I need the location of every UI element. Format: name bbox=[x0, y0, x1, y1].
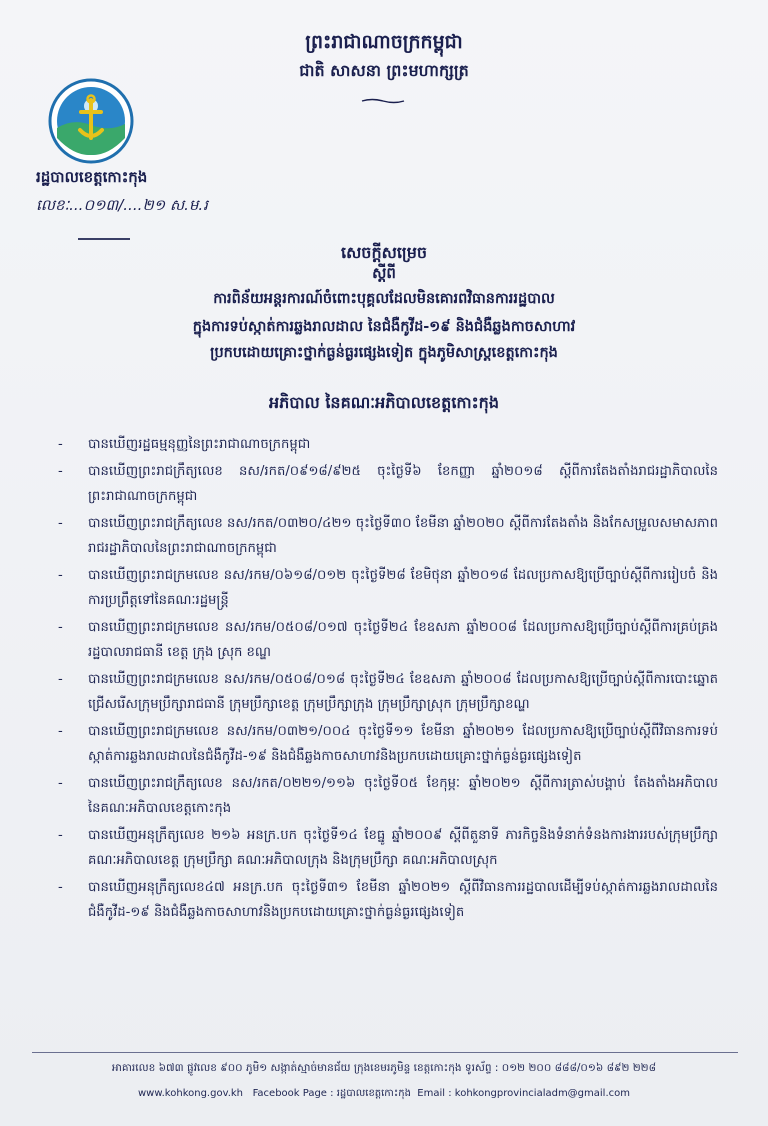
facebook-label: Facebook Page : bbox=[252, 1088, 334, 1099]
email-label: Email : bbox=[417, 1088, 452, 1099]
website-link[interactable]: www.kohkong.gov.kh bbox=[138, 1088, 244, 1099]
facebook-value: រដ្ឋបាលខេត្តកោះកុង bbox=[336, 1088, 411, 1099]
national-motto: ជាតិ សាសនា ព្រះមហាក្សត្រ bbox=[299, 61, 469, 80]
footer-divider bbox=[32, 1052, 738, 1053]
provincial-seal-logo bbox=[48, 78, 134, 164]
legal-basis-list bbox=[58, 432, 718, 927]
list-item: - បានឃើញអនុក្រឹត្យលេខ៤៧ អនក្រ.បក ចុះថ្ងៃទី៣១ ខែមីនា ឆ្នាំ២០២១ ស្ដីពីវិធានការរដ្ឋបាលដើម្បីទប់ស្កាត់ការឆ្លងរាលដាលនៃជំងឺកូវីដ-១៩ និងជំងឺឆ្លងកាចសាហាវនិងប្រកបដោយគ្រោះថ្នាក់ធ្ងន់ធ្ងរផ្សេងទៀត bbox=[58, 880, 718, 920]
list-item: - បានឃើញព្រះរាជក្រឹត្យលេខ នស/រកត/០៩១៨/៩២៥ ចុះថ្ងៃទី៦ ខែកញ្ញា ឆ្នាំ២០១៨ ស្ដីពីការតែងតាំងរាជរដ្ឋាភិបាលនៃព្រះរាជាណាចក្រកម្ពុជា bbox=[58, 464, 718, 504]
reference-number: លេខៈ...០១៣/....២១ ស.ម.រ bbox=[36, 196, 208, 214]
decision-title: សេចក្ដីសម្រេច bbox=[340, 243, 427, 262]
list-item: - បានឃើញព្រះរាជក្រមលេខ នស/រកម/០៣២១/០០៤ ចុះថ្ងៃទី១១ ខែមីនា ឆ្នាំ២០២១ ដែលប្រកាសឱ្យប្រើច្បាប់ស្ដីពីវិធានការទប់ស្កាត់ការឆ្លងរាលដាលនៃជំងឺកូវីដ-១៩ និងជំងឺឆ្លងកាចសាហាវនិងប្រកបដោយគ្រោះថ្នាក់ធ្ងន់ធ្ងរផ្សេងទៀត bbox=[58, 724, 718, 764]
decision-topic-line2: ក្នុងការទប់ស្កាត់ការឆ្លងរាលដាល នៃជំងឺកូវីដ-១៩ និងជំងឺឆ្លងកាចសាហាវ bbox=[192, 319, 576, 335]
ornament-divider bbox=[360, 98, 406, 104]
kingdom-title: ព្រះរាជាណាចក្រកម្ពុជា bbox=[305, 31, 463, 53]
ref-divider bbox=[78, 238, 130, 240]
list-item: - បានឃើញព្រះរាជក្រឹត្យលេខ នស/រកត/០២២១/១១៦ ចុះថ្ងៃទី០៥ ខែកុម្ភៈ ឆ្នាំ២០២១ ស្ដីពីការត្រាស់បង្គាប់ តែងតាំងអភិបាល នៃគណៈអភិបាលខេត្តកោះកុង bbox=[58, 776, 718, 816]
issuer-name: រដ្ឋបាលខេត្តកោះកុង bbox=[36, 168, 148, 186]
footer-contacts bbox=[0, 1086, 768, 1101]
list-item: - បានឃើញព្រះរាជក្រមលេខ នស/រកម/០៦១៨/០១២ ចុះថ្ងៃទី២៨ ខែមិថុនា ឆ្នាំ២០១៨ ដែលប្រកាសឱ្យប្រើច្បាប់ស្ដីពីការរៀបចំ និងការប្រព្រឹត្តទៅនៃគណៈរដ្ឋមន្ត្រី bbox=[58, 568, 718, 608]
list-item: - បានឃើញព្រះរាជក្រមលេខ នស/រកម/០៥០៨/០១៧ ចុះថ្ងៃទី២៤ ខែឧសភា ឆ្នាំ២០០៨ ដែលប្រកាសឱ្យប្រើច្បាប់ស្ដីពីការគ្រប់គ្រងរដ្ឋបាលរាជធានី ខេត្ត ក្រុង ស្រុក ខណ្ឌ bbox=[58, 620, 718, 660]
list-item: - បានឃើញព្រះរាជក្រឹត្យលេខ នស/រកត/០៣២០/៤២១ ចុះថ្ងៃទី៣០ ខែមីនា ឆ្នាំ២០២០ ស្ដីពីការតែងតាំង និងកែសម្រួលសមាសភាពរាជរដ្ឋាភិបាលនៃព្រះរាជាណាចក្រកម្ពុជា bbox=[58, 516, 718, 556]
decision-subtitle: ស្ដីពី bbox=[372, 264, 396, 282]
issuing-authority: អភិបាល នៃគណៈអភិបាលខេត្តកោះកុង bbox=[269, 393, 499, 412]
list-item: - បានឃើញរដ្ឋធម្មនុញ្ញនៃព្រះរាជាណាចក្រកម្ពុជា bbox=[58, 437, 311, 452]
email-link[interactable]: kohkongprovincialadm@gmail.com bbox=[454, 1088, 630, 1099]
footer-address: អាគារលេខ ៦៧៣ ផ្លូវលេខ ៩០០ ភូមិ១ សង្កាត់ស្មាច់មានជ័យ ក្រុងខេមរភូមិន្ទ ខេត្តកោះកុង ទូរស័ព្ទ : ០១២ ២០០ ៨៨៨/០១៦ ៨៩២ ២២៨ bbox=[111, 1062, 657, 1074]
decision-topic-line1: ការពិន័យអន្តរការណ៍ចំពោះបុគ្គលដែលមិនគោរពវិធានការរដ្ឋបាល bbox=[213, 291, 555, 307]
decision-topic-line3: ប្រកបដោយគ្រោះថ្នាក់ធ្ងន់ធ្ងរផ្សេងទៀត ក្នុងភូមិសាស្រ្តខេត្តកោះកុង bbox=[210, 345, 558, 361]
list-item: - បានឃើញអនុក្រឹត្យលេខ ២១៦ អនក្រ.បក ចុះថ្ងៃទី១៤ ខែធ្នូ ឆ្នាំ២០០៩ ស្ដីពីតួនាទី ភារកិច្ចនិងទំនាក់ទំនងការងាររបស់ក្រុមប្រឹក្សា គណៈអភិបាលខេត្ត ក្រុមប្រឹក្សា គណៈអភិបាលក្រុង និងក្រុមប្រឹក្សា គណៈអភិបាលស្រុក bbox=[58, 828, 718, 868]
list-item: - បានឃើញព្រះរាជក្រមលេខ នស/រកម/០៥០៨/០១៨ ចុះថ្ងៃទី២៤ ខែឧសភា ឆ្នាំ២០០៨ ដែលប្រកាសឱ្យប្រើច្បាប់ស្ដីពីការបោះឆ្នោតជ្រើសរើសក្រុមប្រឹក្សារាជធានី ក្រុមប្រឹក្សាខេត្ត ក្រុមប្រឹក្សាក្រុង ក្រុមប្រឹក្សាស្រុក ក្រុមប្រឹក្សាខណ្ឌ bbox=[58, 672, 718, 712]
